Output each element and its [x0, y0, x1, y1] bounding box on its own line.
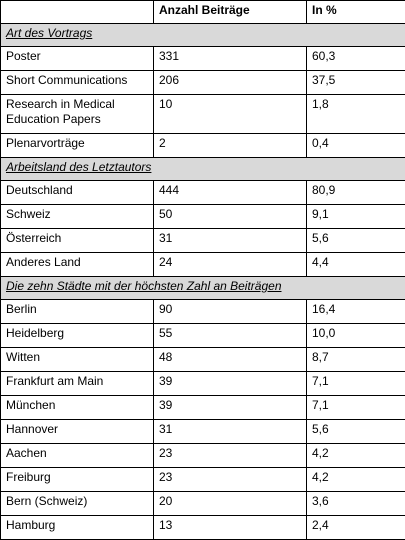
header-empty-cell — [1, 1, 154, 24]
table-row — [1, 492, 405, 516]
section-title: Die zehn Städte mit der höchsten Zahl an Beiträgen — [1, 277, 405, 300]
table-row — [1, 372, 405, 396]
row-label: Plenarvorträge — [1, 134, 154, 158]
row-label: Research in Medical Education Papers — [1, 95, 154, 134]
row-percent: 4,2 — [307, 468, 405, 492]
row-label: Heidelberg — [1, 324, 154, 348]
row-count: 13 — [154, 516, 307, 540]
row-percent: 5,6 — [307, 420, 405, 444]
header-percent: In % — [307, 1, 405, 24]
table-row — [1, 468, 405, 492]
table-row — [1, 71, 405, 95]
row-percent: 37,5 — [307, 71, 405, 95]
row-label: Poster — [1, 47, 154, 71]
row-percent: 9,1 — [307, 205, 405, 229]
section-header-row — [1, 158, 405, 181]
row-count: 39 — [154, 372, 307, 396]
table-row — [1, 95, 405, 134]
row-percent: 8,7 — [307, 348, 405, 372]
table-row — [1, 348, 405, 372]
section-title: Art des Vortrags — [1, 24, 405, 47]
row-label: Freiburg — [1, 468, 154, 492]
row-percent: 1,8 — [307, 95, 405, 134]
row-label: Deutschland — [1, 181, 154, 205]
row-count: 90 — [154, 300, 307, 324]
row-label: Österreich — [1, 229, 154, 253]
row-label: Frankfurt am Main — [1, 372, 154, 396]
section-header-row — [1, 24, 405, 47]
row-percent: 3,6 — [307, 492, 405, 516]
row-percent: 0,4 — [307, 134, 405, 158]
row-percent: 4,2 — [307, 444, 405, 468]
row-percent: 5,6 — [307, 229, 405, 253]
section-title: Arbeitsland des Letztautors — [1, 158, 405, 181]
row-count: 50 — [154, 205, 307, 229]
section-header-row — [1, 277, 405, 300]
table-row — [1, 47, 405, 71]
row-percent: 10,0 — [307, 324, 405, 348]
header-count: Anzahl Beiträge — [154, 1, 307, 24]
table-row — [1, 181, 405, 205]
row-label: Bern (Schweiz) — [1, 492, 154, 516]
row-percent: 4,4 — [307, 253, 405, 277]
row-percent: 60,3 — [307, 47, 405, 71]
table-row — [1, 205, 405, 229]
row-label: Witten — [1, 348, 154, 372]
header-row — [1, 1, 405, 24]
row-count: 10 — [154, 95, 307, 134]
table-row — [1, 134, 405, 158]
table-row — [1, 396, 405, 420]
row-percent: 7,1 — [307, 396, 405, 420]
row-count: 206 — [154, 71, 307, 95]
row-count: 444 — [154, 181, 307, 205]
table-row — [1, 324, 405, 348]
row-count: 24 — [154, 253, 307, 277]
row-label: Berlin — [1, 300, 154, 324]
row-count: 48 — [154, 348, 307, 372]
row-count: 23 — [154, 444, 307, 468]
row-count: 331 — [154, 47, 307, 71]
row-count: 31 — [154, 229, 307, 253]
table-row — [1, 253, 405, 277]
row-label: Anderes Land — [1, 253, 154, 277]
row-percent: 7,1 — [307, 372, 405, 396]
row-count: 55 — [154, 324, 307, 348]
row-count: 2 — [154, 134, 307, 158]
table-row — [1, 229, 405, 253]
row-percent: 16,4 — [307, 300, 405, 324]
row-label: Hannover — [1, 420, 154, 444]
table-row — [1, 420, 405, 444]
table-row — [1, 444, 405, 468]
row-count: 23 — [154, 468, 307, 492]
table-body — [1, 24, 405, 540]
table-row — [1, 516, 405, 540]
row-percent: 2,4 — [307, 516, 405, 540]
row-label: Schweiz — [1, 205, 154, 229]
row-label: München — [1, 396, 154, 420]
row-label: Hamburg — [1, 516, 154, 540]
row-label: Aachen — [1, 444, 154, 468]
row-label: Short Communications — [1, 71, 154, 95]
row-count: 20 — [154, 492, 307, 516]
row-percent: 80,9 — [307, 181, 405, 205]
row-count: 31 — [154, 420, 307, 444]
table-row — [1, 300, 405, 324]
row-count: 39 — [154, 396, 307, 420]
